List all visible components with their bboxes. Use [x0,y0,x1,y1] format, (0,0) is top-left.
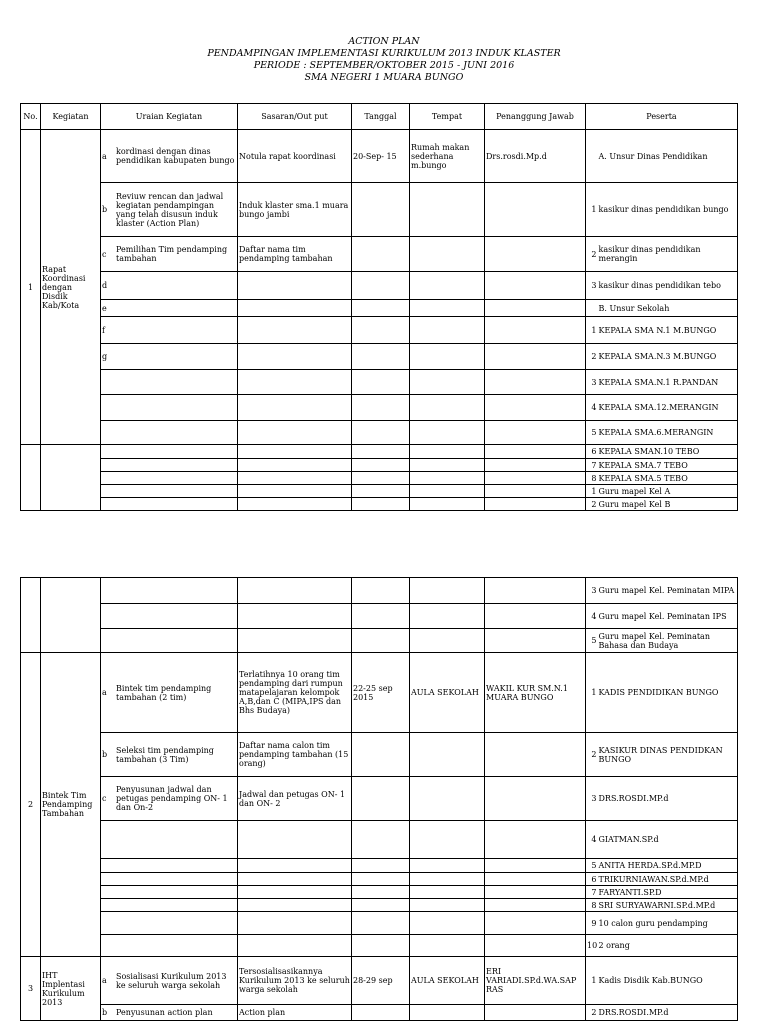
table-row [21,485,738,498]
peserta-number: 2 [586,498,598,511]
peserta-name: KASIKUR DINAS PENDIDKAN BUNGO [598,733,738,777]
table-row [21,1005,738,1021]
table-row [21,653,738,733]
peserta-number: 8 [586,472,598,485]
uraian-cell [101,653,238,733]
item-description: Seleksi tim pendamping tambahan (3 Tim) [116,745,214,764]
table-row [21,317,738,344]
activity-name: IHT Implentasi Kurikulum 2013 [41,957,101,1021]
tanggal-cell [352,578,410,604]
pj-cell [485,629,586,653]
sasaran-cell [238,300,352,317]
activity-name-blank [41,445,101,511]
sasaran-cell [238,370,352,395]
peserta-number: 9 [586,912,598,935]
tanggal-cell [352,344,410,370]
activity-name-blank [41,578,101,653]
tempat-cell [410,859,485,873]
pj-cell [485,912,586,935]
pj-cell [485,1005,586,1021]
pj-cell: ERI VARIADI.SP.d.WA.SAP RAS [485,957,586,1005]
sasaran-cell: Daftar nama calon tim pendamping tambahan (15 orang) [238,733,352,777]
pj-cell [485,859,586,873]
table-row [21,421,738,445]
tempat-cell [410,498,485,511]
sasaran-cell [238,459,352,472]
item-letter: a [102,151,107,161]
tanggal-cell [352,873,410,886]
sasaran-cell [238,421,352,445]
peserta-name: 2 orang [598,935,738,957]
pj-cell [485,445,586,459]
peserta-number: 3 [586,272,598,300]
peserta-name: KEPALA SMA.6.MERANGIN [598,421,738,445]
uraian-cell [101,237,238,272]
tanggal-cell [352,859,410,873]
tanggal-cell [352,886,410,899]
pj-cell [485,472,586,485]
table-row [21,344,738,370]
peserta-name: KEPALA SMA.N.3 M.BUNGO [598,344,738,370]
pj-cell: Drs.rosdi.Mp.d [485,130,586,183]
peserta-number: 2 [586,344,598,370]
peserta-name: DRS.ROSDI.MP.d [598,1005,738,1021]
tempat-cell: AULA SEKOLAH [410,653,485,733]
pj-cell [485,485,586,498]
table-row [21,777,738,821]
tanggal-cell [352,445,410,459]
tanggal-cell [352,237,410,272]
pj-cell [485,344,586,370]
uraian-cell [101,130,238,183]
item-letter: d [102,281,108,291]
tanggal-cell [352,317,410,344]
table-row [21,300,738,317]
item-letter: a [102,976,107,985]
table-row [21,472,738,485]
peserta-name: 10 calon guru pendamping [598,912,738,935]
table-row [21,578,738,604]
table-row [21,859,738,873]
table-row [21,459,738,472]
uraian-cell [101,421,238,445]
item-letter: g [102,352,108,362]
peserta-name: SRI SURYAWARNI.SP.d.MP.d [598,899,738,912]
peserta-number: 6 [586,873,598,886]
peserta-number: 2 [586,1005,598,1021]
tanggal-cell [352,395,410,421]
peserta-number: 8 [586,899,598,912]
activity-name: Rapat Koordinasi dengan Disdik Kab/Kota [41,130,101,445]
table-row [21,886,738,899]
pj-cell [485,370,586,395]
peserta-name: Kadis Disdik Kab.BUNGO [598,957,738,1005]
tempat-cell [410,459,485,472]
item-description: Pemilihan Tim pendamping tambahan [116,245,228,263]
tempat-cell [410,183,485,237]
peserta-number: 5 [586,629,598,653]
item-description: Sosialisasi Kurikulum 2013 ke seluruh warga sekolah [116,971,227,990]
col-header-tempat: Tempat [410,104,485,130]
item-description: Penyusunan action plan [116,1008,213,1018]
peserta-name: KEPALA SMA.5 TEBO [598,472,738,485]
item-letter: f [102,325,105,335]
pj-cell [485,821,586,859]
table-row [21,237,738,272]
peserta-name: KEPALA SMA.12.MERANGIN [598,395,738,421]
uraian-cell [101,272,238,300]
table-row [21,873,738,886]
uraian-cell [101,344,238,370]
peserta-number: 1 [586,653,598,733]
uraian-cell [101,629,238,653]
sasaran-cell [238,344,352,370]
tempat-cell [410,733,485,777]
pj-cell [485,300,586,317]
tempat-cell [410,445,485,459]
sasaran-cell [238,445,352,459]
table-row [21,445,738,459]
table-row [21,130,738,183]
tempat-cell [410,344,485,370]
sasaran-cell: Terlatihnya 10 orang tim pendamping dari rumpun matapelajaran kelompok A,B,dan C (MIPA,IPS dan Bhs Budaya) [238,653,352,733]
item-description: Reviuw rencan dan jadwal kegiatan pendampingan yang telah disusun induk klaster (Action Plan) [116,191,224,228]
sasaran-cell [238,821,352,859]
peserta-name: Guru mapel Kel. Peminatan Bahasa dan Budaya [598,629,738,653]
uraian-cell [101,317,238,344]
item-letter: b [102,1008,108,1018]
tanggal-cell [352,300,410,317]
table-row [21,821,738,859]
peserta-number [586,130,598,183]
table-row [21,733,738,777]
tanggal-cell [352,899,410,912]
peserta-name: DRS.ROSDI.MP.d [598,777,738,821]
uraian-cell [101,821,238,859]
activity-number-blank [21,445,41,511]
peserta-number: 1 [586,317,598,344]
sasaran-cell: Daftar nama tim pendamping tambahan [238,237,352,272]
tanggal-cell [352,821,410,859]
peserta-name: KADIS PENDIDIKAN BUNGO [598,653,738,733]
peserta-name: B. Unsur Sekolah [598,300,738,317]
tempat-cell [410,485,485,498]
peserta-number [586,300,598,317]
sasaran-cell: Tersosialisasikannya Kurikulum 2013 ke seluruh warga sekolah [238,957,352,1005]
sasaran-cell [238,899,352,912]
table-header-row [21,104,738,130]
sasaran-cell [238,395,352,421]
tanggal-cell [352,498,410,511]
uraian-cell [101,370,238,395]
item-description: Penyusunan jadwal dan petugas pendamping ON- 1 dan On-2 [116,785,228,812]
peserta-name: kasikur dinas pendidikan bungo [598,183,738,237]
col-header-kegiatan: Kegiatan [41,104,101,130]
peserta-name: kasikur dinas pendidikan merangin [598,237,738,272]
sasaran-cell [238,317,352,344]
activity-number: 1 [21,130,41,445]
tempat-cell [410,604,485,629]
pj-cell [485,317,586,344]
pj-cell [485,183,586,237]
pj-cell [485,777,586,821]
sasaran-cell [238,912,352,935]
peserta-number: 7 [586,886,598,899]
tempat-cell [410,395,485,421]
tanggal-cell [352,1005,410,1021]
peserta-number: 1 [586,957,598,1005]
uraian-cell [101,899,238,912]
uraian-cell [101,733,238,777]
uraian-cell [101,1005,238,1021]
peserta-number: 2 [586,733,598,777]
pj-cell [485,604,586,629]
title-line-3: PERIODE : SEPTEMBER/OKTOBER 2015 - JUNI 2016 [253,60,515,71]
pj-cell [485,395,586,421]
tempat-cell [410,629,485,653]
peserta-number: 3 [586,370,598,395]
item-letter: e [102,303,107,313]
item-letter: c [102,794,107,803]
title-line-1: ACTION PLAN [348,36,420,47]
peserta-name: Guru mapel Kel. Peminatan IPS [598,604,738,629]
item-description: Bintek tim pendamping tambahan (2 tim) [116,683,212,702]
tanggal-cell: 22-25 sep 2015 [352,653,410,733]
tempat-cell [410,886,485,899]
table-row [21,370,738,395]
peserta-name: ANITA HERDA.SP.d.MP.D [598,859,738,873]
sasaran-cell: Notula rapat koordinasi [238,130,352,183]
sasaran-cell [238,578,352,604]
peserta-name: FARYANTI.SP.D [598,886,738,899]
tempat-cell [410,777,485,821]
tempat-cell [410,578,485,604]
peserta-name: kasikur dinas pendidikan tebo [598,272,738,300]
tempat-cell [410,821,485,859]
uraian-cell [101,300,238,317]
tempat-cell [410,873,485,886]
title-line-2: PENDAMPINGAN IMPLEMENTASI KURIKULUM 2013 INDUK KLASTER [207,48,561,59]
peserta-name: KEPALA SMA N.1 M.BUNGO [598,317,738,344]
peserta-number: 3 [586,578,598,604]
tanggal-cell [352,183,410,237]
tempat-cell [410,912,485,935]
tanggal-cell [352,629,410,653]
peserta-number: 1 [586,183,598,237]
uraian-cell [101,578,238,604]
title-line-4: SMA NEGERI 1 MUARA BUNGO [304,72,464,83]
uraian-cell [101,886,238,899]
table-row [21,604,738,629]
sasaran-cell [238,604,352,629]
peserta-number: 7 [586,459,598,472]
tanggal-cell [352,459,410,472]
pj-cell [485,578,586,604]
pj-cell [485,237,586,272]
peserta-number: 1 [586,485,598,498]
tanggal-cell [352,733,410,777]
uraian-cell [101,485,238,498]
table-row [21,899,738,912]
peserta-number: 6 [586,445,598,459]
peserta-number: 4 [586,604,598,629]
uraian-cell [101,604,238,629]
uraian-cell [101,459,238,472]
col-header-uraian: Uraian Kegiatan [101,104,238,130]
uraian-cell [101,859,238,873]
uraian-cell [101,777,238,821]
sasaran-cell [238,935,352,957]
peserta-number: 5 [586,859,598,873]
pj-cell [485,498,586,511]
pj-cell: WAKIL KUR SM.N.1 MUARA BUNGO [485,653,586,733]
sasaran-cell [238,472,352,485]
tempat-cell [410,1005,485,1021]
tanggal-cell [352,472,410,485]
table-row [21,498,738,511]
table-row [21,395,738,421]
peserta-name: TRIKURNIAWAN.SP.d.MP.d [598,873,738,886]
pj-cell [485,733,586,777]
peserta-name: A. Unsur Dinas Pendidikan [598,130,738,183]
col-header-pj: Penanggung Jawab [485,104,586,130]
activity-name: Bintek Tim Pendamping Tambahan [41,653,101,957]
tanggal-cell [352,935,410,957]
pj-cell [485,873,586,886]
table-row [21,629,738,653]
uraian-cell [101,873,238,886]
tanggal-cell [352,272,410,300]
tanggal-cell [352,777,410,821]
table-row [21,957,738,1005]
tempat-cell: AULA SEKOLAH [410,957,485,1005]
pj-cell [485,272,586,300]
tanggal-cell: 20-Sep- 15 [352,130,410,183]
tanggal-cell [352,421,410,445]
uraian-cell [101,472,238,485]
peserta-number: 2 [586,237,598,272]
pj-cell [485,935,586,957]
uraian-cell [101,912,238,935]
peserta-name: KEPALA SMAN.10 TEBO [598,445,738,459]
peserta-number: 4 [586,821,598,859]
col-header-tanggal: Tanggal [352,104,410,130]
document-header [0,36,768,84]
peserta-number: 10 [586,935,598,957]
uraian-cell [101,498,238,511]
sasaran-cell [238,272,352,300]
sasaran-cell [238,629,352,653]
tanggal-cell [352,370,410,395]
tempat-cell [410,272,485,300]
sasaran-cell [238,498,352,511]
activity-number: 3 [21,957,41,1021]
sasaran-cell [238,873,352,886]
tempat-cell [410,300,485,317]
activity-number-blank [21,578,41,653]
table-row [21,912,738,935]
peserta-number: 4 [586,395,598,421]
peserta-number: 5 [586,421,598,445]
item-letter: a [102,688,107,697]
table-row [21,935,738,957]
tempat-cell [410,935,485,957]
tanggal-cell [352,604,410,629]
col-header-peserta: Peserta [586,104,738,130]
action-plan-table-page-1 [20,103,738,511]
uraian-cell [101,935,238,957]
tempat-cell [410,899,485,912]
pj-cell [485,886,586,899]
sasaran-cell: Action plan [238,1005,352,1021]
col-header-no: No. [21,104,41,130]
pj-cell [485,421,586,445]
peserta-name: Guru mapel Kel B [598,498,738,511]
tempat-cell [410,472,485,485]
sasaran-cell [238,886,352,899]
activity-number: 2 [21,653,41,957]
action-plan-table-page-2 [20,577,738,1021]
tempat-cell [410,237,485,272]
uraian-cell [101,957,238,1005]
tanggal-cell [352,912,410,935]
item-letter: b [102,750,108,759]
sasaran-cell: Induk klaster sma.1 muara bungo jambi [238,183,352,237]
sasaran-cell: Jadwal dan petugas ON- 1 dan ON- 2 [238,777,352,821]
peserta-name: Guru mapel Kel. Peminatan MIPA [598,578,738,604]
item-letter: b [102,205,108,214]
table-row [21,272,738,300]
tempat-cell [410,370,485,395]
uraian-cell [101,395,238,421]
item-description: kordinasi dengan dinas pendidikan kabupaten bungo [116,147,235,165]
uraian-cell [101,445,238,459]
tempat-cell: Rumah makan sederhana m.bungo [410,130,485,183]
pj-cell [485,899,586,912]
tanggal-cell [352,485,410,498]
peserta-name: KEPALA SMA.7 TEBO [598,459,738,472]
pj-cell [485,459,586,472]
table-row [21,183,738,237]
peserta-number: 3 [586,777,598,821]
tempat-cell [410,317,485,344]
peserta-name: GIATMAN.SP.d [598,821,738,859]
tanggal-cell: 28-29 sep [352,957,410,1005]
sasaran-cell [238,859,352,873]
col-header-sasaran: Sasaran/Out put [238,104,352,130]
peserta-name: Guru mapel Kel A [598,485,738,498]
sasaran-cell [238,485,352,498]
tempat-cell [410,421,485,445]
item-letter: c [102,249,107,259]
peserta-name: KEPALA SMA.N.1 R.PANDAN [598,370,738,395]
uraian-cell [101,183,238,237]
